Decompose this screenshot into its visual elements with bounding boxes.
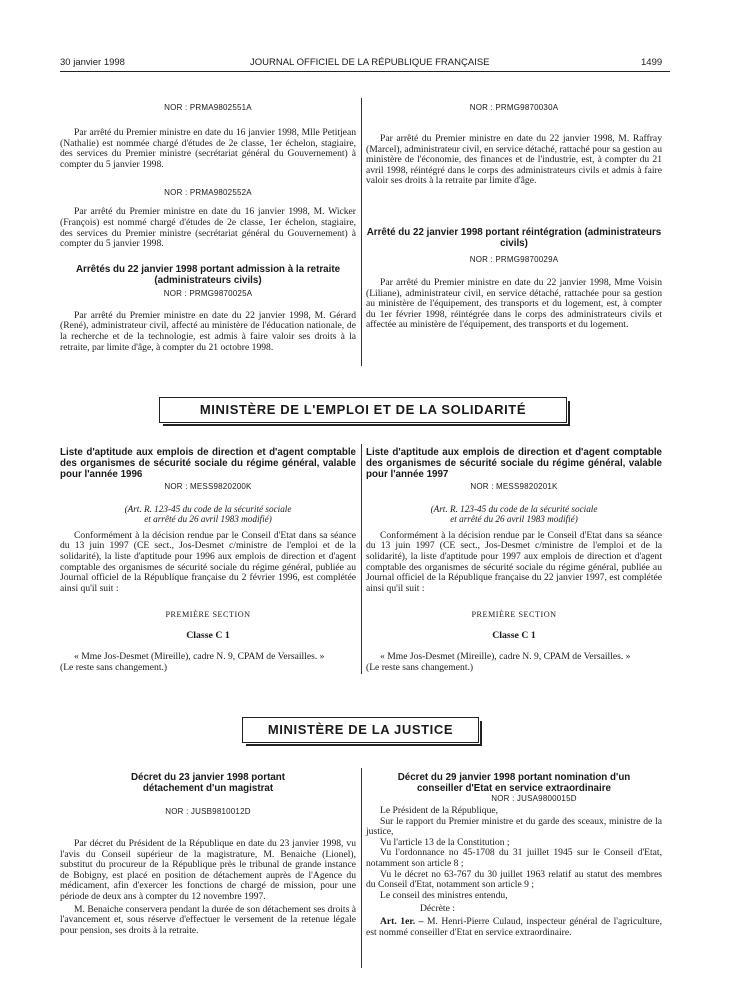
list-item: « Mme Jos-Desmet (Mireille), cadre N. 9, CPAM de Versailles. » — [380, 651, 631, 663]
nor-ref: NOR : PRMA9802552A — [164, 188, 252, 198]
rest-note: (Le reste sans changement.) — [366, 661, 474, 673]
section-title: Arrêtés du 22 janvier 1998 portant admission à la retraite (administrateurs civils) — [75, 263, 341, 286]
header-rule — [60, 71, 670, 72]
paragraph: M. Benaiche conservera pendant la durée de son détachement ses droits à l'avancement et, sous réserve d'effectuer le versement de la retenue légale pour pension, ses droits à la retraite. — [60, 903, 356, 936]
ministry-banner-emploi: MINISTÈRE DE L'EMPLOI ET DE LA SOLIDARITÉ — [159, 397, 567, 423]
list-item: « Mme Jos-Desmet (Mireille), cadre N. 9, CPAM de Versailles. » — [74, 651, 325, 663]
section-title: Arrêté du 22 janvier 1998 portant réintégration (administrateurs civils) — [366, 226, 662, 249]
paragraph: Vu l'article 13 de la Constitution ; — [380, 836, 510, 848]
legal-reference: (Art. R. 123-45 du code de la sécurité sociale — [430, 504, 598, 514]
article-label: Art. 1er. – — [380, 915, 424, 927]
paragraph: Par arrêté du Premier ministre en date du 22 janvier 1998, M. Gérard (René), administrateur civil, affecté au ministère de l'éducation nationale, de la recherche et de la technologie, est admis à faire valoir ses droits à la retraite, par limite d'âge, à compter du 21 octobre 1998. — [60, 309, 356, 353]
paragraph: Par arrêté du Premier ministre en date du 22 janvier 1998, Mme Voisin (Liliane), administrateur civil, en service détaché, rattachée pour sa gestion au ministère de l'équipement, des transports et du logement, est, à compter du 1er février 1998, réintégrée dans le corps des administrateurs civils et affectée au ministère de l'équipement, des transports et du logement. — [366, 276, 662, 331]
nor-ref: NOR : MESS9820200K — [164, 482, 252, 491]
section-title: Décret du 23 janvier 1998 portant détachement d'un magistrat — [130, 772, 286, 794]
page-number: 1499 — [641, 57, 663, 68]
paragraph: Par arrêté du Premier ministre en date du 16 janvier 1998, M. Wicker (François) est nommé chargé d'études de 2e classe, 1er échelon, stagiaire, des services du Premier ministre (secrétariat général du Gouvernement) à compter du 5 janvier 1998. — [60, 206, 356, 250]
section-title: Liste d'aptitude aux emplois de direction et d'agent comptable des organismes de sécurité sociale du régime général, valable pour l'année 1997 — [366, 447, 662, 480]
header-date: 30 janvier 1998 — [60, 57, 125, 68]
top-left-column — [60, 103, 356, 353]
section-title: Liste d'aptitude aux emplois de direction et d'agent comptable des organismes de sécurité sociale du régime général, valable pour l'année 1996 — [60, 447, 356, 480]
paragraph: Le Président de la République, — [380, 805, 499, 816]
section-label: PREMIÈRE SECTION — [471, 610, 557, 620]
top-right-column — [366, 103, 662, 331]
bot-right-column — [366, 772, 662, 938]
bot-left-column — [60, 772, 356, 936]
nor-ref: NOR : PRMG9870030A — [469, 103, 559, 112]
section-label: PREMIÈRE SECTION — [165, 610, 251, 620]
legal-reference: et arrêté du 26 avril 1983 modifié) — [144, 514, 272, 525]
section-title: Décret du 29 janvier 1998 portant nomination d'un conseiller d'Etat en service extraordinaire — [397, 772, 631, 794]
legal-reference: (Art. R. 123-45 du code de la sécurité sociale — [124, 504, 292, 514]
article-text: M. Henri-Pierre Culaud, inspecteur général de l'agriculture, est nommé conseiller d'Etat en service extraordinaire. — [366, 915, 662, 938]
paragraph: Sur le rapport du Premier ministre et du garde des sceaux, ministre de la justice, — [366, 815, 662, 838]
nor-ref: NOR : PRMG9870025A — [163, 288, 253, 298]
article-paragraph — [366, 917, 662, 938]
nor-ref: NOR : MESS9820201K — [470, 482, 558, 491]
nor-ref: NOR : JUSB9810012D — [165, 807, 251, 816]
classe-label: Classe C 1 — [492, 630, 536, 642]
column-divider — [361, 444, 362, 674]
mid-right-column — [366, 447, 662, 674]
paragraph: Le conseil des ministres entendu, — [380, 889, 508, 901]
rest-note: (Le reste sans changement.) — [60, 661, 168, 673]
nor-ref: NOR : PRMA9802551A — [164, 103, 252, 112]
paragraph: Vu le décret no 63-767 du 30 juillet 1963 relatif au statut des membres du Conseil d'Etat, notamment son article 9 ; — [366, 868, 662, 891]
column-divider — [361, 768, 362, 968]
paragraph: Par arrêté du Premier ministre en date du 16 janvier 1998, Mlle Petitjean (Nathalie) est nommée chargé d'études de 2e classe, 1er échelon, stagiaire, des services du Premier ministre (secrétariat général du Gouvernement) à compter du 5 janvier 1998. — [60, 127, 356, 170]
legal-reference: et arrêté du 26 avril 1983 modifié) — [450, 514, 578, 525]
journal-title: JOURNAL OFFICIEL DE LA RÉPUBLIQUE FRANÇAISE — [250, 57, 490, 68]
paragraph: Par décret du Président de la République en date du 23 janvier 1998, vu l'avis du Conseil supérieur de la magistrature, M. Benaiche (Lionel), substitut du procureur de la République près le tribunal de grande instance de Bobigny, est placé en position de détachement auprès de l'Agence du médicament, afin d'exercer les fonctions de chargé de mission, pour une période de deux ans à compter du 12 novembre 1997. — [60, 838, 356, 902]
nor-ref: NOR : JUSA9800015D — [491, 794, 577, 803]
classe-label: Classe C 1 — [186, 630, 230, 642]
paragraph: Vu l'ordonnance no 45-1708 du 31 juillet 1945 sur le Conseil d'Etat, notamment son article 8 ; — [366, 847, 662, 869]
paragraph: Par arrêté du Premier ministre en date du 22 janvier 1998, M. Raffray (Marcel), administrateur civil, en service détaché, rattaché pour sa gestion au ministère de l'économie, des finances et de l'industrie, est, à compter du 21 avril 1998, réintégré dans le corps des administrateurs civils et admis à faire valoir ses droits à la retraite par limite d'âge. — [366, 133, 662, 187]
nor-ref: NOR : PRMG9870029A — [469, 254, 559, 264]
paragraph: Conformément à la décision rendue par le Conseil d'Etat dans sa séance du 13 juin 1997 (CE sect., Jos-Desmet c/ministre de l'emploi et de la solidarité), la liste d'aptitude pour 1996 aux emplois de direction et d'agent comptable des organismes de sécurité sociale du régime général, publiée au Journal officiel de la République française du 2 février 1996, est complétée ainsi qu'il suit : — [60, 529, 356, 594]
ministry-banner-justice: MINISTÈRE DE LA JUSTICE — [242, 717, 479, 743]
mid-left-column — [60, 447, 356, 674]
column-divider — [361, 98, 362, 366]
decrete-label: Décrète : — [420, 903, 455, 915]
paragraph: Conformément à la décision rendue par le Conseil d'Etat dans sa séance du 13 juin 1997 (CE sect., Jos-Desmet c/ministre de l'emploi et de la solidarité), la liste d'aptitude pour 1997 aux emplois de direction et d'agent comptable des organismes de sécurité sociale du régime général, publiée au Journal officiel de la République française du 22 janvier 1997, est complétée ainsi qu'il suit : — [366, 529, 662, 594]
